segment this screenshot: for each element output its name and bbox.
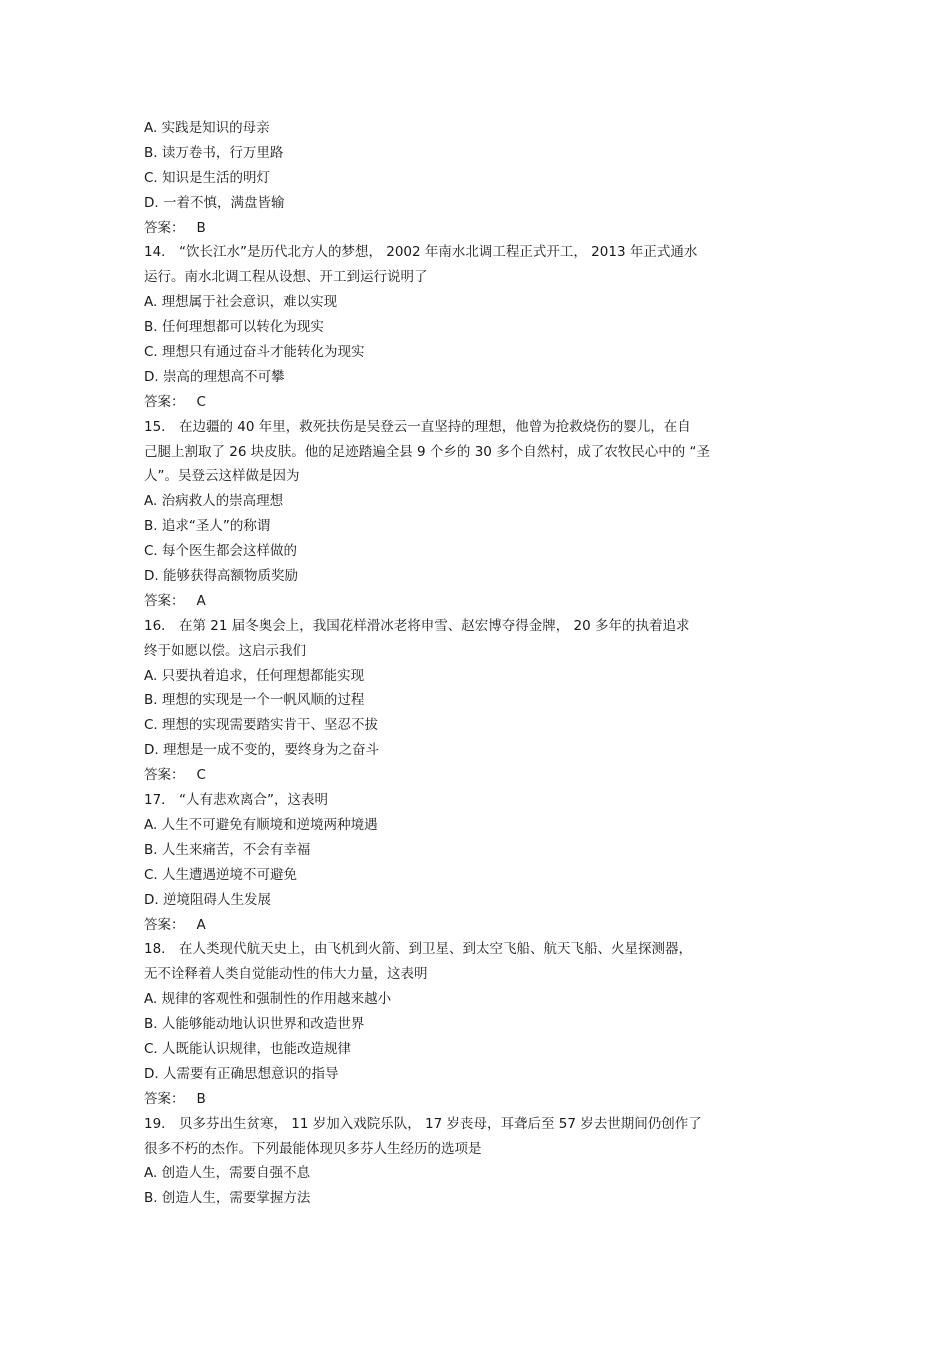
option-text: A. 创造人生，需要自强不息 — [144, 1165, 311, 1182]
question-text: 16． 在第 21 届冬奥会上，我国花样滑冰老将申雪、赵宏博夺得金牌， 20 多年的执着追求 — [144, 617, 690, 634]
question-text: 人”。吴登云这样做是因为 — [144, 468, 300, 485]
option-text: C. 人既能认识规律，也能改造规律 — [144, 1040, 352, 1057]
option-text: D. 一着不慎，满盘皆输 — [144, 194, 285, 211]
document-body — [144, 116, 814, 1211]
option-text: D. 理想是一成不变的，要终身为之奋斗 — [144, 742, 379, 759]
question-text: 18． 在人类现代航天史上，由飞机到火箭、到卫星、到太空飞船、航天飞船、火星探测器， — [144, 941, 692, 958]
answer-line — [144, 1087, 814, 1112]
answer-value: C — [196, 767, 206, 784]
option-text: C. 理想只有通过奋斗才能转化为现实 — [144, 344, 365, 361]
answer-line — [144, 216, 814, 241]
answer-label: 答案： — [144, 1090, 185, 1107]
answer-label: 答案： — [144, 393, 185, 410]
answer-line — [144, 913, 814, 938]
option-text: B. 追求“圣人”的称谓 — [144, 518, 271, 535]
option-text: A. 人生不可避免有顺境和逆境两种境遇 — [144, 816, 378, 833]
option-text: C. 理想的实现需要踏实肯干、坚忍不拔 — [144, 717, 379, 734]
option-text: A. 实践是知识的母亲 — [144, 120, 270, 136]
question-text: 17． “人有悲欢离合”，这表明 — [144, 792, 328, 809]
question-text: 15． 在边疆的 40 年里，救死扶伤是吴登云一直坚持的理想，他曾为抢救烧伤的婴儿，在自 — [144, 418, 691, 435]
option-text: B. 人能够能动地认识世界和改造世界 — [144, 1016, 365, 1033]
answer-value: A — [196, 916, 206, 933]
option-text: A. 治病救人的崇高理想 — [144, 493, 284, 510]
answer-line — [144, 390, 814, 415]
question-text: 14． “饮长江水”是历代北方人的梦想， 2002 年南水北调工程正式开工， 2013 年正式通水 — [144, 244, 698, 261]
option-text: B. 人生来痛苦，不会有幸福 — [144, 841, 311, 858]
option-text: D. 人需要有正确思想意识的指导 — [144, 1065, 339, 1082]
option-text: C. 知识是生活的明灯 — [144, 169, 271, 186]
option-text: B. 理想的实现是一个一帆风顺的过程 — [144, 692, 365, 709]
answer-line — [144, 763, 814, 788]
option-text: A. 理想属于社会意识，难以实现 — [144, 294, 338, 311]
answer-label: 答案： — [144, 219, 185, 236]
answer-line — [144, 589, 814, 614]
question-text: 己腿上割取了 26 块皮肤。他的足迹踏遍全县 9 个乡的 30 多个自然村，成了农牧民心中的 “圣 — [144, 443, 710, 460]
option-text: D. 崇高的理想高不可攀 — [144, 368, 285, 385]
option-text: B. 任何理想都可以转化为现实 — [144, 319, 324, 336]
answer-label: 答案： — [144, 916, 185, 933]
answer-label: 答案： — [144, 767, 185, 784]
option-text: B. 创造人生，需要掌握方法 — [144, 1190, 311, 1207]
answer-value: C — [196, 393, 206, 410]
answer-label: 答案： — [144, 592, 185, 609]
question-text: 运行。南水北调工程从设想、开工到运行说明了 — [144, 269, 428, 286]
question-text: 很多不朽的杰作。下列最能体现贝多芬人生经历的选项是 — [144, 1140, 482, 1157]
option-text: D. 逆境阻碍人生发展 — [144, 891, 271, 908]
question-text: 19． 贝多芬出生贫寒， 11 岁加入戏院乐队， 17 岁丧母，耳聋后至 57 岁去世期间仍创作了 — [144, 1115, 702, 1132]
answer-value: A — [196, 592, 206, 609]
option-text: A. 规律的客观性和强制性的作用越来越小 — [144, 991, 392, 1008]
option-text: C. 人生遭遇逆境不可避免 — [144, 866, 298, 883]
option-text: C. 每个医生都会这样做的 — [144, 543, 298, 560]
question-text: 终于如愿以偿。这启示我们 — [144, 642, 306, 659]
answer-value: B — [196, 1090, 206, 1107]
option-text: D. 能够获得高额物质奖励 — [144, 568, 298, 585]
answer-value: B — [196, 219, 206, 236]
option-text: A. 只要执着追求，任何理想都能实现 — [144, 667, 365, 684]
question-text: 无不诠释着人类自觉能动性的伟大力量，这表明 — [144, 966, 428, 983]
option-text: B. 读万卷书，行万里路 — [144, 144, 284, 161]
